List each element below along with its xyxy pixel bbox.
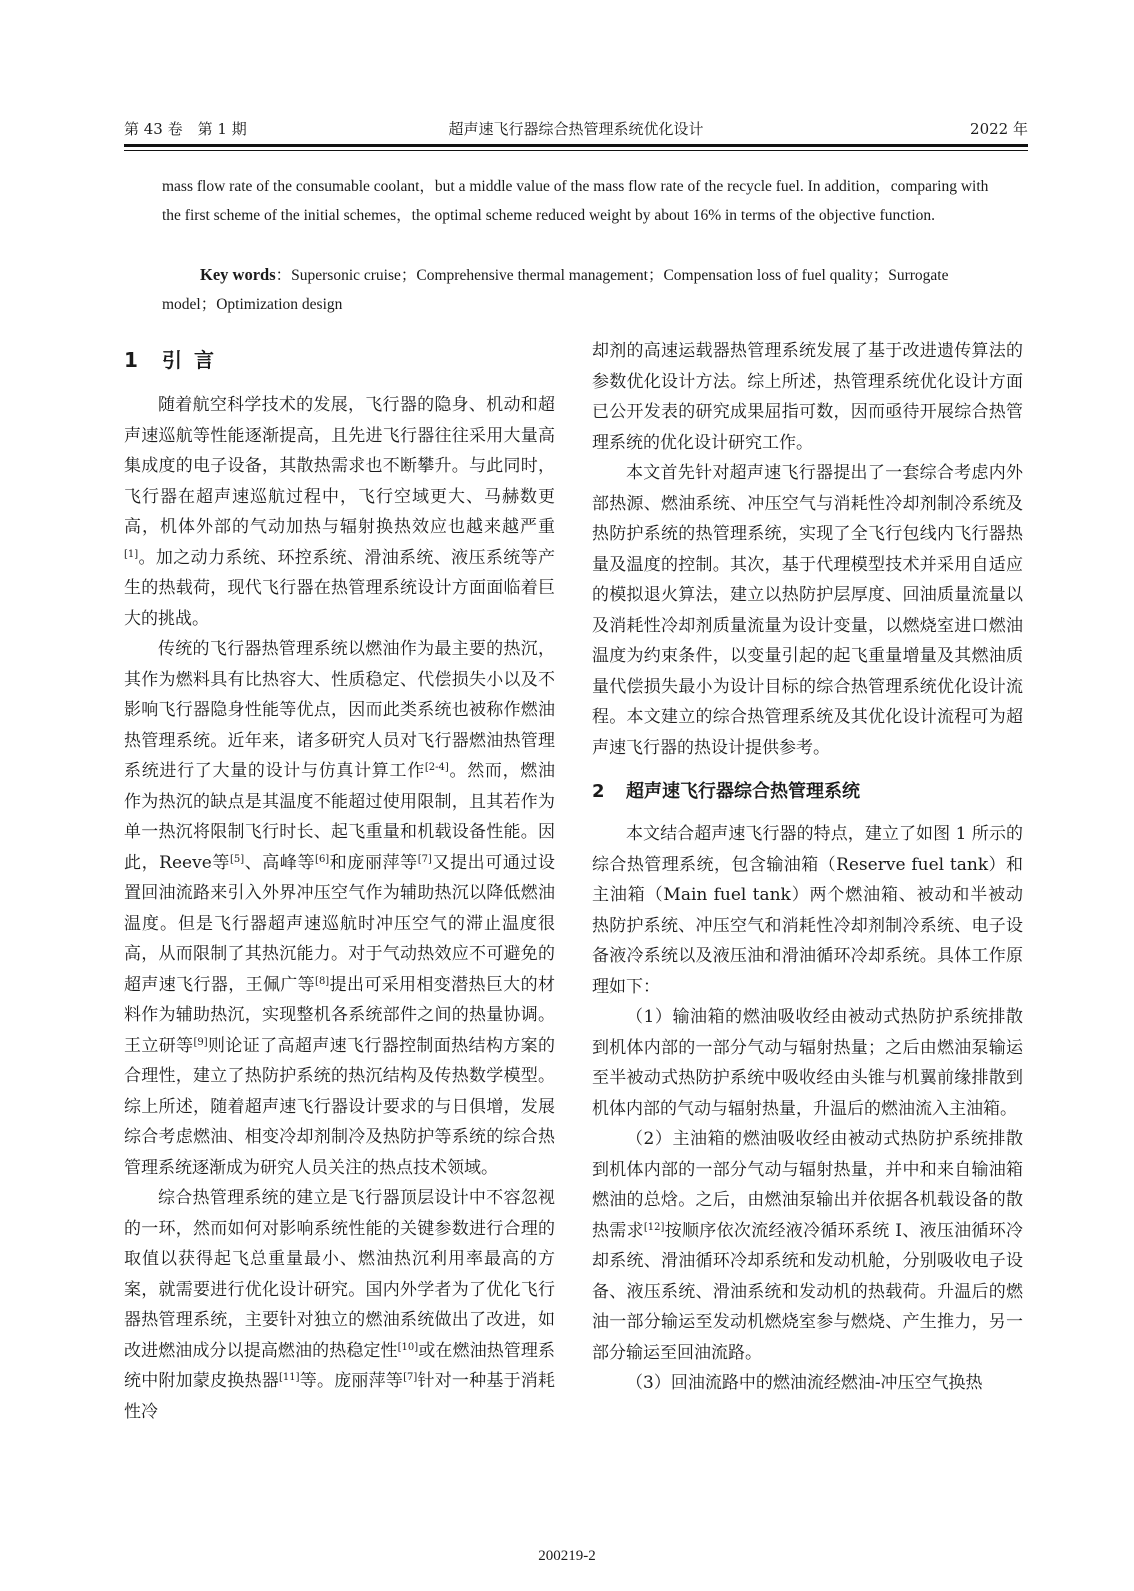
page-number: 200219-2: [538, 1548, 596, 1564]
citation-ref: [1]: [124, 548, 139, 560]
running-header: [124, 118, 1028, 140]
intro-paragraph-3-continued: 却剂的高速运载器热管理系统发展了基于改进遗传算法的参数优化设计方法。综上所述，热管理系统优化设计方面已公开发表的研究成果屈指可数，因而亟待开展综合热管理系统的优化设计研究工作。: [592, 341, 1023, 453]
journal-volume-issue: 第 43 卷 第 1 期: [124, 120, 247, 138]
citation-ref: [8]: [315, 975, 330, 987]
journal-year: 2022 年: [970, 120, 1028, 138]
citation-ref: [6]: [315, 853, 330, 865]
intro-paragraph-2: 传统的飞行器热管理系统以燃油作为最主要的热沉，其作为燃料具有比热容大、性质稳定、代偿损失小以及不影响飞行器隐身性能等优点，因而此类系统也被称作燃油热管理系统。近年来，诸多研究人员对飞行器燃油热管理系统进行了大量的设计与仿真计算工作[2-4]。然而，燃油作为热沉的缺点是其温度不能超过使用限制，且其若作为单一热沉将限制飞行时长、起飞重量和机载设备性能。因此，Reeve等[5]、高峰等[6]和庞丽萍等[7]又提出可通过设置回油流路来引入外界冲压空气作为辅助热沉以降低燃油温度。但是飞行器超声速巡航时冲压空气的滞止温度很高，从而限制了其热沉能力。对于气动热效应不可避免的超声速飞行器，王佩广等[8]提出可采用相变潜热巨大的材料作为辅助热沉，实现整机各系统部件之间的热量协调。王立研等[9]则论证了高超声速飞行器控制面热结构方案的合理性，建立了热防护系统的热沉结构及传热数学模型。综上所述，随着超声速飞行器设计要求的与日俱增，发展综合考虑燃油、相变冷却剂制冷及热防护等系统的综合热管理系统逐渐成为研究人员关注的热点技术领域。: [124, 639, 556, 1178]
section-1-heading: [124, 336, 555, 384]
right-column: [592, 336, 1023, 1399]
keywords-label: Key words: [200, 265, 276, 284]
intro-paragraph-1: 随着航空科学技术的发展，飞行器的隐身、机动和超声速巡航等性能逐渐提高，且先进飞行器往往采用大量高集成度的电子设备，其散热需求也不断攀升。与此同时，飞行器在超声速巡航过程中，飞行空域更大、马赫数更高，机体外部的气动加热与辐射换热效应也越来越严重[1]。加之动力系统、环控系统、滑油系统、液压系统等产生的热载荷，现代飞行器在热管理系统设计方面面临着巨大的挑战。: [124, 395, 555, 629]
system-paragraph-4: （3）回油流路中的燃油流经燃油-冲压空气换热: [626, 1373, 983, 1393]
intro-paragraph-4: 本文首先针对超声速飞行器提出了一套综合考虑内外部热源、燃油系统、冲压空气与消耗性冷却剂制冷系统及热防护系统的热管理系统，实现了全飞行包线内飞行器热量及温度的控制。其次，基于代理模型技术并采用自适应的模拟退火算法，建立以热防护层厚度、回油质量流量以及消耗性冷却剂质量流量为设计变量，以燃烧室进口燃油温度为约束条件，以变量引起的起飞重量增量及其燃油质量代偿损失最小为设计目标的综合热管理系统优化设计流程。本文建立的综合热管理系统及其优化设计流程可为超声速飞行器的热设计提供参考。: [592, 463, 1023, 758]
keywords-list: Supersonic cruise；Comprehensive thermal management；Compensation loss of fuel quality；Surrogate model；Optimization design: [162, 267, 949, 313]
header-rule-thin: [124, 150, 1028, 151]
citation-ref: [12]: [643, 1221, 665, 1233]
citation-ref: [7]: [403, 1372, 418, 1383]
abstract-english-tail: [162, 172, 992, 230]
citation-ref: [11]: [279, 1372, 300, 1383]
keywords-block: [162, 260, 992, 319]
citation-ref: [7]: [417, 853, 432, 865]
system-paragraph-2: （1）输油箱的燃油吸收经由被动式热防护系统排散到机体内部的一部分气动与辐射热量；之后由燃油泵输运至半被动式热防护系统中吸收经由头锥与机翼前缘排散到机体内部的气动与辐射热量，升温后的燃油流入主油箱。: [592, 1007, 1023, 1119]
header-rule-thick: [124, 144, 1028, 147]
section-title: 引言: [162, 348, 226, 372]
intro-paragraph-3: 综合热管理系统的建立是飞行器顶层设计中不容忽视的一环，然而如何对影响系统性能的关键参数进行合理的取值以获得起飞总重量最小、燃油热沉利用率最高的方案，就需要进行优化设计研究。国内外学者为了优化飞行器热管理系统，主要针对独立的燃油系统做出了改进，如改进燃油成分以提高燃油的热稳定性[10]或在燃油热管理系统中附加蒙皮换热器[11]等。庞丽萍等[7]针对一种基于消耗性冷: [124, 1188, 556, 1422]
left-column: [124, 336, 555, 1427]
section-title: 超声速飞行器综合热管理系统: [626, 781, 860, 802]
running-title: 超声速飞行器综合热管理系统优化设计: [448, 120, 704, 138]
section-2-heading: [592, 771, 1023, 813]
system-paragraph-1: 本文结合超声速飞行器的特点，建立了如图 1 所示的综合热管理系统，包含输油箱（Reserve fuel tank）和主油箱（Main fuel tank）两个燃油箱、被动和半被动热防护系统、冲压空气和消耗性冷却剂制冷系统、电子设备液冷系统以及液压油和滑油循环冷却系统。具体工作原理如下：: [592, 824, 1023, 997]
section-number: 1: [124, 348, 138, 372]
citation-ref: [10]: [397, 1341, 419, 1353]
keywords-separator: ：: [275, 267, 292, 284]
section-number: 2: [592, 781, 605, 802]
citation-ref: [5]: [229, 853, 245, 865]
citation-ref: [9]: [193, 1036, 208, 1048]
system-paragraph-3: （2）主油箱的燃油吸收经由被动式热防护系统排散到机体内部的一部分气动与辐射热量，并中和来自输油箱燃油的总焓。之后，由燃油泵输出并依据各机载设备的散热需求[12]按顺序依次流经液冷循环系统 I、液压油循环冷却系统、滑油循环冷却系统和发动机舱，分别吸收电子设备、液压系统、滑油系统和发动机的热载荷。升温后的燃油一部分输运至发动机燃烧室参与燃烧、产生推力，另一部分输运至回油流路。: [592, 1129, 1024, 1363]
citation-ref: [2-4]: [424, 762, 449, 773]
abstract-text: mass flow rate of the consumable coolant，but a middle value of the mass flow rate of the recycle fuel. In addition，comparing with the first scheme of the initial schemes，the optimal scheme reduced weight by about 16% in terms of the objective function.: [162, 178, 989, 224]
